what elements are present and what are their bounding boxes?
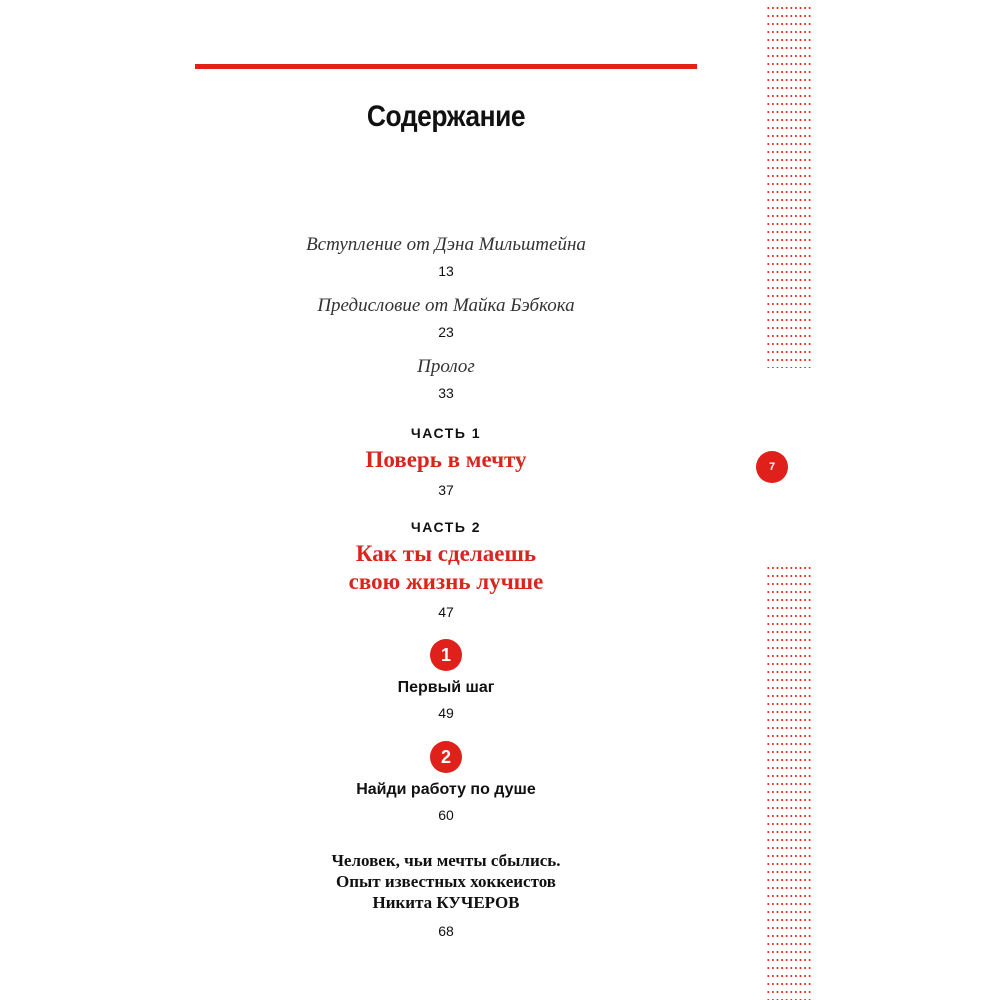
- toc-chapter-1[interactable]: [195, 639, 697, 723]
- toc-entry-preface[interactable]: [195, 294, 697, 342]
- page-title: Содержание: [366, 100, 526, 133]
- part-title-line-2: свою жизнь лучше: [348, 569, 544, 594]
- part-page: 37: [438, 482, 454, 498]
- toc-chapter-2[interactable]: [195, 741, 697, 825]
- chapter-number-badge: 1: [430, 639, 462, 671]
- bonus-title-line-2: Опыт известных хоккеистов: [336, 872, 556, 891]
- toc-entry-page: 13: [438, 263, 454, 279]
- toc-entry-intro[interactable]: [195, 233, 697, 281]
- toc-part-2[interactable]: [195, 518, 697, 622]
- toc-entry-title: Пролог: [417, 356, 475, 377]
- part-label: ЧАСТЬ 1: [410, 425, 482, 441]
- toc-part-1[interactable]: [195, 424, 697, 500]
- toc-entry-title: Вступление от Дэна Мильштейна: [306, 234, 586, 255]
- dotted-margin-pattern-bottom: [766, 564, 812, 1000]
- part-page: 47: [438, 604, 454, 620]
- toc-entry-title: Предисловие от Майка Бэбкока: [317, 295, 575, 316]
- chapter-title: Найди работу по душе: [356, 781, 536, 798]
- toc-bonus-entry[interactable]: [195, 850, 697, 941]
- side-page-number-badge: 7: [756, 451, 788, 483]
- bonus-title-line-1: Человек, чьи мечты сбылись.: [331, 851, 561, 870]
- chapter-title: Первый шаг: [397, 679, 495, 696]
- chapter-number-badge: 2: [430, 741, 462, 773]
- part-title: Поверь в мечту: [365, 447, 527, 472]
- toc-entry-prologue[interactable]: [195, 355, 697, 403]
- toc-entry-page: 33: [438, 385, 454, 401]
- bonus-title-line-3: Никита КУЧЕРОВ: [372, 893, 520, 912]
- bonus-page: 68: [438, 923, 454, 939]
- toc-entry-page: 23: [438, 324, 454, 340]
- part-title-line-1: Как ты сделаешь: [355, 541, 537, 566]
- top-red-rule: [195, 64, 697, 69]
- dotted-margin-pattern-top: [766, 4, 812, 368]
- chapter-page: 60: [438, 807, 454, 823]
- part-label: ЧАСТЬ 2: [410, 519, 482, 535]
- chapter-page: 49: [438, 705, 454, 721]
